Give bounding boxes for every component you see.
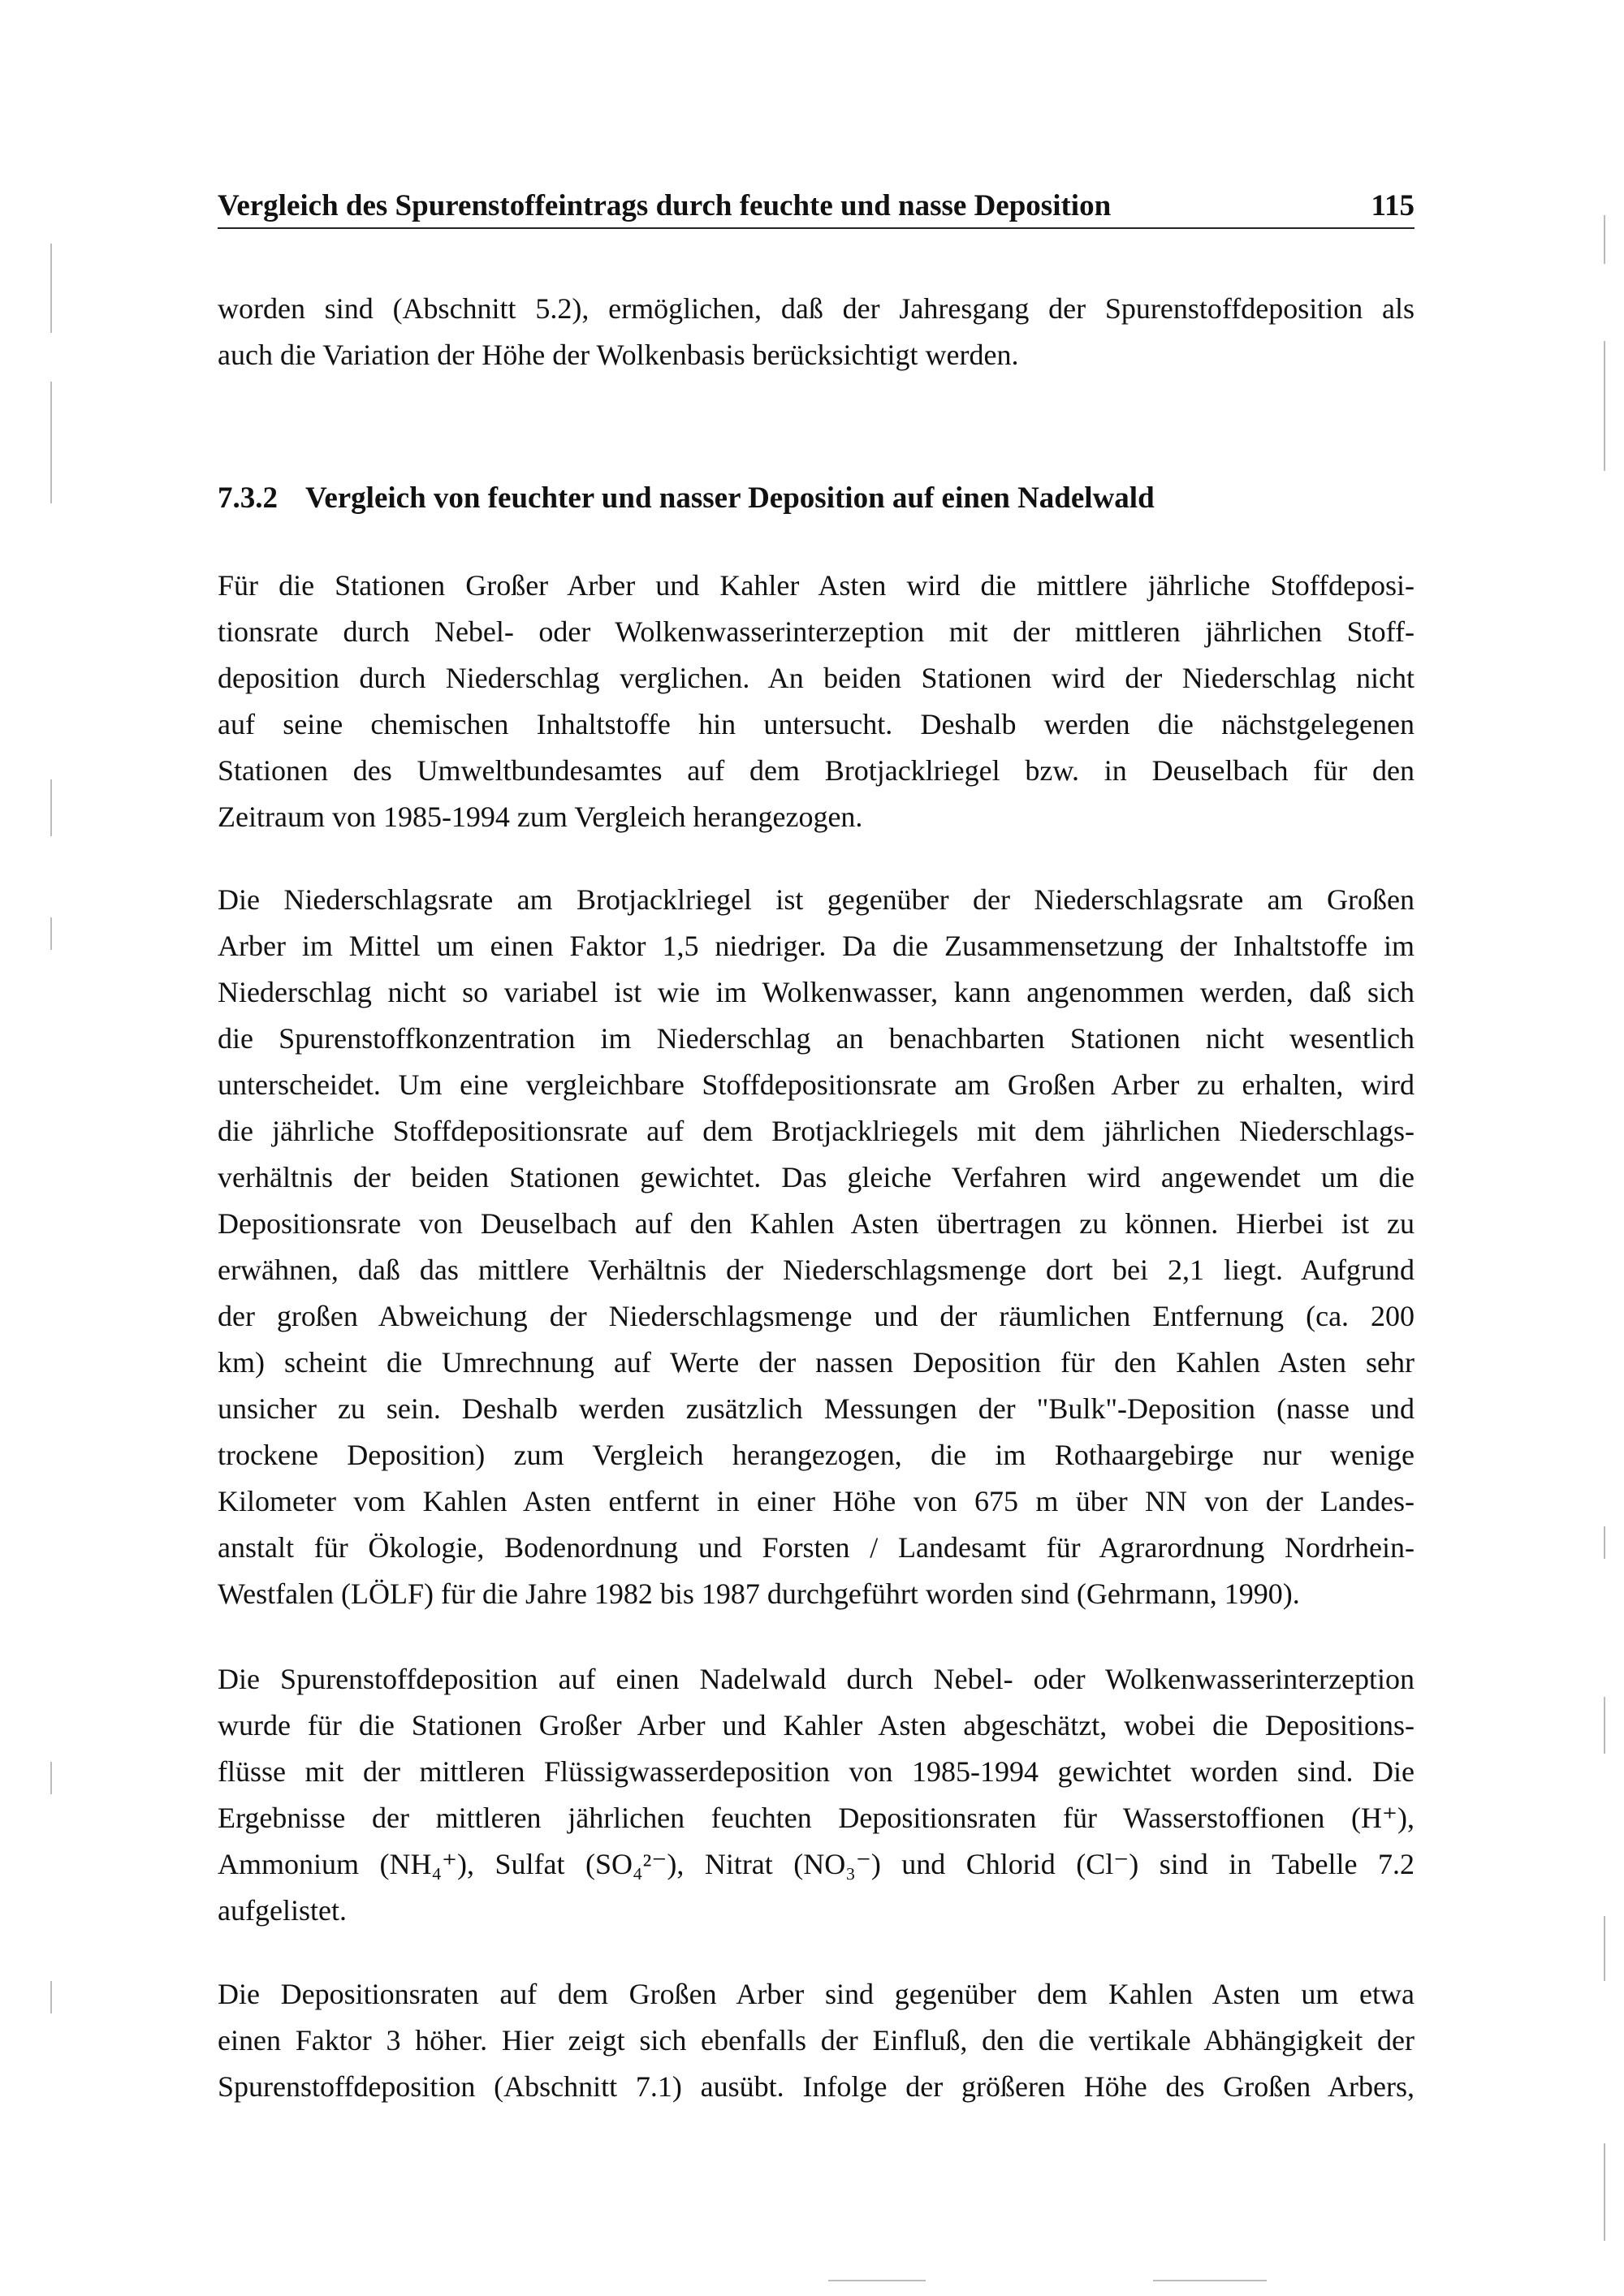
paragraph-3 (218, 1656, 1415, 1934)
text-line: deposition durch Niederschlag verglichen. An beiden Stationen wird der Niederschlag nicht (218, 662, 1415, 694)
scan-edge-mark (50, 1981, 52, 2013)
text-line: verhältnis der beiden Stationen gewichtet. Das gleiche Verfahren wird angewendet um die (218, 1161, 1415, 1193)
text-line: Depositionsrate von Deuselbach auf den Kahlen Asten übertragen zu können. Hierbei ist zu (218, 1207, 1415, 1240)
text-line: Ammonium (NH₄⁺), Sulfat (SO₄²⁻), Nitrat (NO₃⁻) und Chlorid (Cl⁻) sind in Tabelle 7.2 (218, 1848, 1415, 1880)
scan-edge-mark (50, 1762, 52, 1794)
text-line: Die Spurenstoffdeposition auf einen Nadelwald durch Nebel- oder Wolkenwasserinterzeption (218, 1663, 1415, 1695)
text-line: Arber im Mittel um einen Faktor 1,5 niedriger. Da die Zusammensetzung der Inhaltstoffe im (218, 930, 1415, 962)
text-line: worden sind (Abschnitt 5.2), ermöglichen, daß der Jahresgang der Spurenstoffdeposition als (218, 292, 1415, 325)
scan-edge-mark (50, 382, 52, 503)
text-line: aufgelistet. (218, 1894, 347, 1927)
text-line: anstalt für Ökologie, Bodenordnung und Forsten / Landesamt für Agrarordnung Nordrhein- (218, 1531, 1415, 1564)
text-line: Kilometer vom Kahlen Asten entfernt in einer Höhe von 675 m über NN von der Landes- (218, 1485, 1415, 1517)
text-line: wurde für die Stationen Großer Arber und Kahler Asten abgeschätzt, wobei die Depositions- (218, 1709, 1415, 1741)
text-line: unterscheidet. Um eine vergleichbare Stoffdepositionsrate am Großen Arber zu erhalten, wird (218, 1068, 1415, 1101)
scan-edge-mark (50, 244, 52, 333)
section-number: 7.3.2 (218, 481, 278, 515)
text-line: die jährliche Stoffdepositionsrate auf dem Brotjacklriegels mit dem jährlichen Niederschlags- (218, 1115, 1415, 1147)
intro-paragraph (218, 286, 1415, 378)
scan-edge-mark (1604, 1697, 1605, 1754)
scan-edge-mark (828, 2280, 926, 2281)
text-line: einen Faktor 3 höher. Hier zeigt sich ebenfalls der Einfluß, den die vertikale Abhängigkeit der (218, 2024, 1415, 2056)
text-line: die Spurenstoffkonzentration im Niederschlag an benachbarten Stationen nicht wesentlich (218, 1022, 1415, 1055)
section-title: Vergleich von feuchter und nasser Deposition auf einen Nadelwald (305, 481, 1155, 515)
text-line: Die Niederschlagsrate am Brotjacklriegel ist gegenüber der Niederschlagsrate am Großen (218, 883, 1415, 916)
scan-edge-mark (50, 779, 52, 836)
text-line: flüsse mit der mittleren Flüssigwasserdeposition von 1985-1994 gewichtet worden sind. Die (218, 1755, 1415, 1788)
scan-edge-mark (1604, 2143, 1605, 2241)
header-title: Vergleich des Spurenstoffeintrags durch feuchte und nasse Deposition (218, 189, 1112, 222)
text-line: auch die Variation der Höhe der Wolkenbasis berücksichtigt werden. (218, 339, 1019, 371)
text-line: Die Depositionsraten auf dem Großen Arber sind gegenüber dem Kahlen Asten um etwa (218, 1978, 1415, 2010)
text-line: unsicher zu sein. Deshalb werden zusätzlich Messungen der "Bulk"-Deposition (nasse und (218, 1392, 1415, 1425)
scan-edge-mark (1604, 215, 1605, 264)
paragraph-4 (218, 1971, 1415, 2110)
scan-edge-mark (1604, 414, 1605, 471)
text-line: Spurenstoffdeposition (Abschnitt 7.1) ausübt. Infolge der größeren Höhe des Großen Arbers, (218, 2070, 1415, 2103)
text-line: trockene Deposition) zum Vergleich herangezogen, die im Rothaargebirge nur wenige (218, 1439, 1415, 1471)
running-header (218, 185, 1415, 229)
scan-edge-mark (50, 917, 52, 950)
text-line: Ergebnisse der mittleren jährlichen feuchten Depositionsraten für Wasserstoffionen (H⁺), (218, 1802, 1415, 1834)
paragraph-2 (218, 877, 1415, 1617)
text-line: tionsrate durch Nebel- oder Wolkenwasserinterzeption mit der mittleren jährlichen Stoff- (218, 615, 1415, 648)
text-line: Stationen des Umweltbundesamtes auf dem Brotjacklriegel bzw. in Deuselbach für den (218, 754, 1415, 787)
section-heading (218, 475, 1155, 521)
paragraph-1 (218, 563, 1415, 840)
scan-edge-mark (1604, 1916, 1605, 1981)
page-number: 115 (1371, 189, 1415, 222)
text-line: Für die Stationen Großer Arber und Kahler Asten wird die mittlere jährliche Stoffdeposi- (218, 569, 1415, 602)
scan-edge-mark (1604, 1526, 1605, 1559)
text-line: Zeitraum von 1985-1994 zum Vergleich herangezogen. (218, 801, 863, 833)
text-line: auf seine chemischen Inhaltstoffe hin untersucht. Deshalb werden die nächstgelegenen (218, 708, 1415, 740)
scan-edge-mark (1604, 341, 1605, 414)
text-line: km) scheint die Umrechnung auf Werte der nassen Deposition für den Kahlen Asten sehr (218, 1346, 1415, 1379)
text-line: Niederschlag nicht so variabel ist wie im Wolkenwasser, kann angenommen werden, daß sich (218, 976, 1415, 1008)
scan-edge-mark (1153, 2280, 1267, 2281)
text-line: Westfalen (LÖLF) für die Jahre 1982 bis 1987 durchgeführt worden sind (Gehrmann, 1990). (218, 1577, 1300, 1610)
text-line: erwähnen, daß das mittlere Verhältnis der Niederschlagsmenge dort bei 2,1 liegt. Aufgrund (218, 1254, 1415, 1286)
text-line: der großen Abweichung der Niederschlagsmenge und der räumlichen Entfernung (ca. 200 (218, 1300, 1415, 1332)
